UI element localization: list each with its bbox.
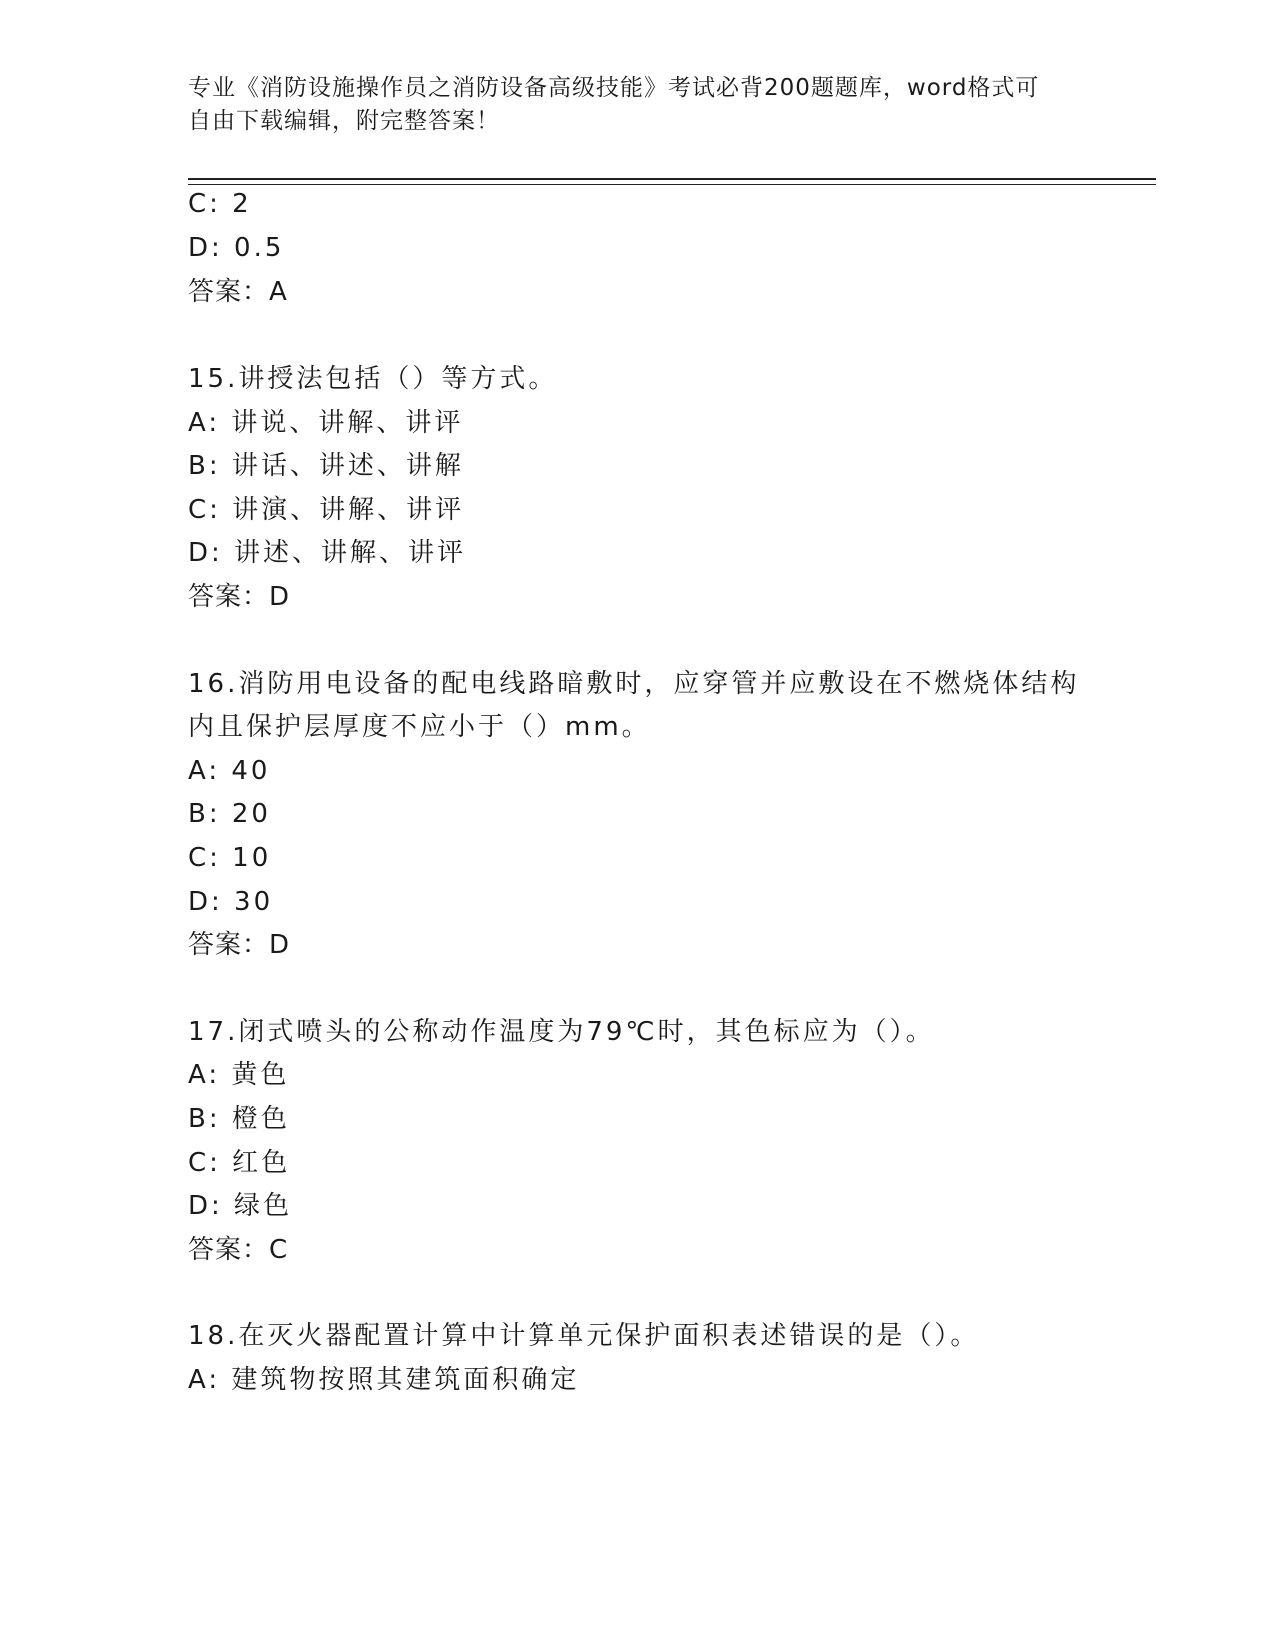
document-header (188, 72, 1068, 138)
q16-option-a: A: 40 (188, 756, 271, 786)
q15-option-b: B: 讲话、讲述、讲解 (188, 451, 464, 481)
q17-option-a: A: 黄色 (188, 1060, 290, 1090)
q14-option-d: D: 0.5 (188, 233, 285, 263)
q14-answer: 答案：A (188, 277, 288, 307)
q16-answer: 答案：D (188, 930, 291, 960)
q17-answer: 答案：C (188, 1235, 289, 1265)
header-line-1: 专业《消防设施操作员之消防设备高级技能》考试必背200题题库，word格式可 (188, 75, 1040, 101)
q17-stem: 17.闭式喷头的公称动作温度为79℃时，其色标应为（）。 (188, 1017, 935, 1047)
q15-option-a: A: 讲说、讲解、讲评 (188, 408, 464, 438)
q18-option-a: A: 建筑物按照其建筑面积确定 (188, 1365, 580, 1395)
q15-stem: 15.讲授法包括（）等方式。 (188, 364, 558, 394)
q17-option-d: D: 绿色 (188, 1191, 293, 1221)
q16-stem-line-1: 16.消防用电设备的配电线路暗敷时，应穿管并应敷设在不燃烧体结构 (188, 669, 1080, 699)
q15-answer: 答案：D (188, 582, 291, 612)
q14-option-c: C: 2 (188, 189, 252, 219)
q15-option-d: D: 讲述、讲解、讲评 (188, 538, 467, 568)
q17-option-b: B: 橙色 (188, 1104, 290, 1134)
q17-option-c: C: 红色 (188, 1148, 291, 1178)
q16-option-c: C: 10 (188, 843, 272, 873)
q16-option-d: D: 30 (188, 887, 274, 917)
header-divider-thin (188, 184, 1156, 185)
header-divider-thick (188, 178, 1156, 180)
q16-stem-line-2: 内且保护层厚度不应小于（）mm。 (188, 712, 651, 742)
header-line-2: 自由下载编辑，附完整答案！ (188, 108, 500, 134)
q18-stem: 18.在灭火器配置计算中计算单元保护面积表述错误的是（）。 (188, 1321, 980, 1351)
q16-option-b: B: 20 (188, 799, 271, 829)
q15-option-c: C: 讲演、讲解、讲评 (188, 495, 465, 525)
